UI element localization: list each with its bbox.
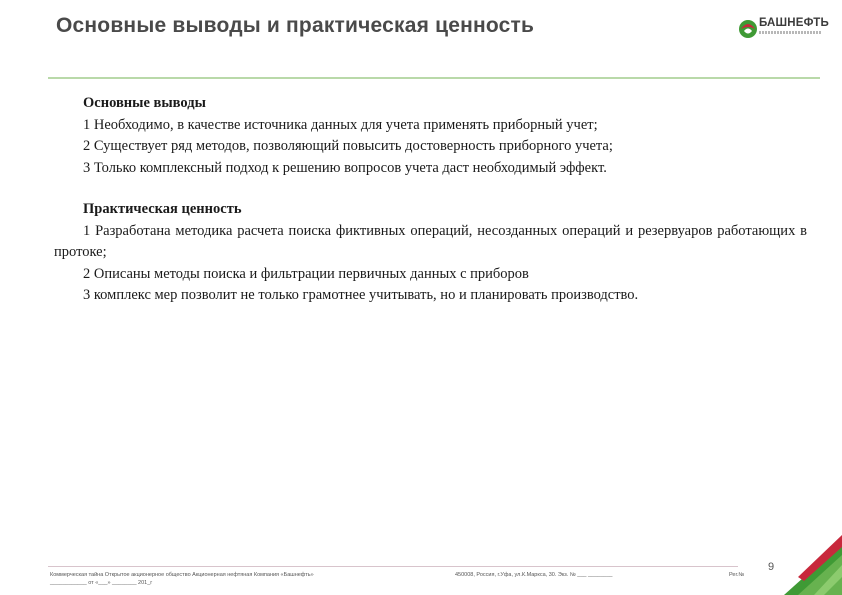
conclusion-item: 3 Только комплексный подход к решению вопросов учета даст необходимый эффект.: [83, 159, 607, 176]
logo-mark-icon: [737, 16, 759, 40]
practical-value-section: [54, 199, 807, 307]
practical-value-heading: Практическая ценность: [83, 201, 242, 217]
corner-decoration-icon: [778, 535, 842, 595]
footer-confidential: Коммерческая тайна Открытое акционерное общество Акционерная нефтяная Компания «Башнефть»: [50, 572, 314, 578]
logo-wordmark: БАШНЕФТЬ: [759, 17, 829, 29]
page-number: 9: [768, 561, 775, 573]
conclusion-item: 2 Существует ряд методов, позволяющий повысить достоверность приборного учета;: [83, 138, 613, 154]
footer-divider: [48, 566, 738, 567]
practical-value-item: 3 комплекс мер позволит не только грамотнее учитывать, но и планировать производство.: [83, 287, 639, 303]
header-divider: [48, 77, 820, 79]
slide-title: Основные выводы и практическая ценность: [56, 14, 535, 37]
practical-value-item: 2 Описаны методы поиска и фильтрации первичных данных с приборов: [83, 265, 529, 282]
conclusion-item: 1 Необходимо, в качестве источника данных для учета применять приборный учет;: [83, 116, 598, 133]
conclusions-section: [54, 93, 807, 179]
conclusions-heading: Основные выводы: [83, 95, 206, 111]
practical-value-item: 1 Разработана методика расчета поиска фиктивных операций, несозданных операций и резервуаров работающих в протоке;: [54, 222, 807, 260]
slide-body: [54, 93, 807, 327]
logo-tagline: [759, 31, 821, 34]
footer-address: 450008, Россия, г.Уфа, ул.К.Маркса, 30. Экз. № ___ ________: [455, 572, 613, 578]
footer-reg-number: Рег.№: [729, 572, 745, 578]
footer-date-line: ____________ от «___» ________ 201_г: [50, 580, 153, 586]
bashneft-logo: [737, 16, 827, 42]
